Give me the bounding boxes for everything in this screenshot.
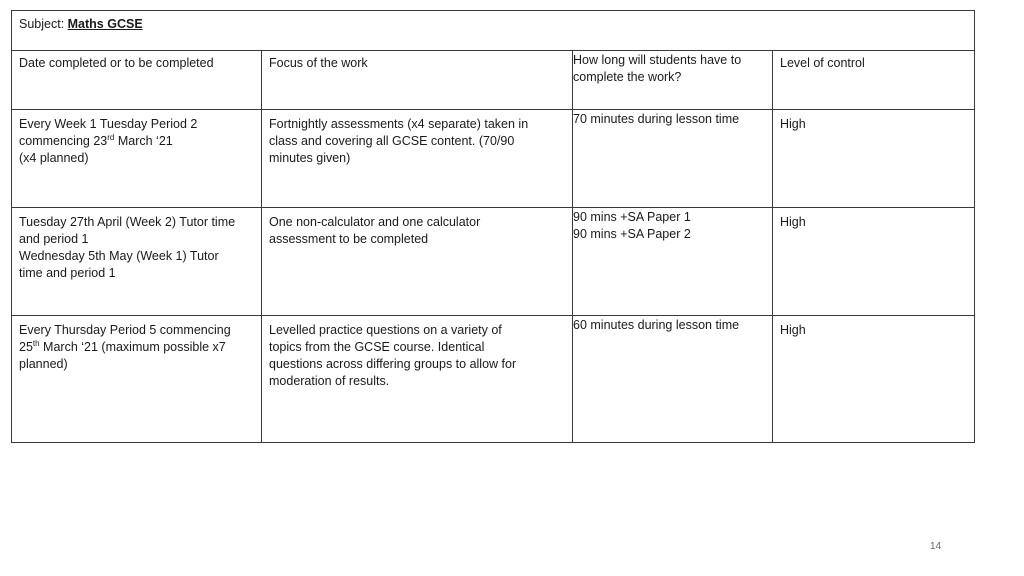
date-line: time and period 1 [19, 266, 116, 280]
header-focus: Focus of the work [269, 56, 368, 70]
page-number: 14 [930, 541, 942, 552]
focus-line: Fortnightly assessments (x4 separate) taken in [269, 117, 529, 131]
duration-line: 90 mins +SA Paper 2 [573, 227, 691, 241]
date-line: Tuesday 27th April (Week 2) Tutor time [19, 215, 236, 229]
date-line [19, 133, 254, 150]
date-cell [12, 316, 262, 443]
control-cell [773, 316, 975, 443]
focus-line: moderation of results. [269, 374, 390, 388]
date-line: planned) [19, 357, 68, 371]
header-focus-cell [262, 51, 573, 110]
assessment-schedule-table [11, 10, 975, 443]
focus-line: assessment to be completed [269, 232, 429, 246]
focus-line: topics from the GCSE course. Identical [269, 340, 485, 354]
table-row [12, 316, 975, 443]
control-cell [773, 208, 975, 316]
date-cell [12, 208, 262, 316]
control-level: High [780, 117, 806, 131]
header-date-cell [12, 51, 262, 110]
focus-cell [262, 110, 573, 208]
control-cell [773, 110, 975, 208]
duration-line: 60 minutes during lesson time [573, 318, 740, 332]
focus-line: minutes given) [269, 151, 351, 165]
duration-cell [573, 208, 773, 316]
date-ordinal: th [32, 338, 40, 348]
subject-row [12, 11, 975, 51]
focus-line: Levelled practice questions on a variety of [269, 323, 502, 337]
subject-value: Maths GCSE [67, 17, 143, 31]
focus-line: class and covering all GCSE content. (70/90 [269, 134, 515, 148]
date-cell [12, 110, 262, 208]
header-control: Level of control [780, 56, 865, 70]
date-line: and period 1 [19, 232, 89, 246]
date-ordinal: rd [107, 132, 115, 142]
focus-line: One non-calculator and one calculator [269, 215, 481, 229]
focus-line: questions across differing groups to allow for [269, 357, 517, 371]
duration-line: 70 minutes during lesson time [573, 112, 740, 126]
date-line: Every Week 1 Tuesday Period 2 [19, 117, 198, 131]
focus-cell [262, 316, 573, 443]
date-line [19, 339, 254, 356]
duration-line: 90 mins +SA Paper 1 [573, 210, 691, 224]
header-date: Date completed or to be completed [19, 56, 214, 70]
date-text: March ‘21 (maximum possible x7 [39, 340, 226, 354]
date-text: March ‘21 [114, 134, 173, 148]
subject-cell [12, 11, 975, 51]
header-row [12, 51, 975, 110]
subject-label: Subject: [19, 17, 68, 31]
header-duration-line1: How long will students have to [573, 53, 742, 67]
control-level: High [780, 323, 806, 337]
date-line: (x4 planned) [19, 151, 89, 165]
date-text: 25 [19, 340, 33, 354]
table-row [12, 208, 975, 316]
duration-cell [573, 110, 773, 208]
focus-cell [262, 208, 573, 316]
date-line: Every Thursday Period 5 commencing [19, 323, 231, 337]
header-control-cell [773, 51, 975, 110]
date-text: commencing 23 [19, 134, 108, 148]
header-duration-cell [573, 51, 773, 110]
date-line: Wednesday 5th May (Week 1) Tutor [19, 249, 219, 263]
table-row [12, 110, 975, 208]
header-duration-line2: complete the work? [573, 70, 682, 84]
control-level: High [780, 215, 806, 229]
duration-cell [573, 316, 773, 443]
